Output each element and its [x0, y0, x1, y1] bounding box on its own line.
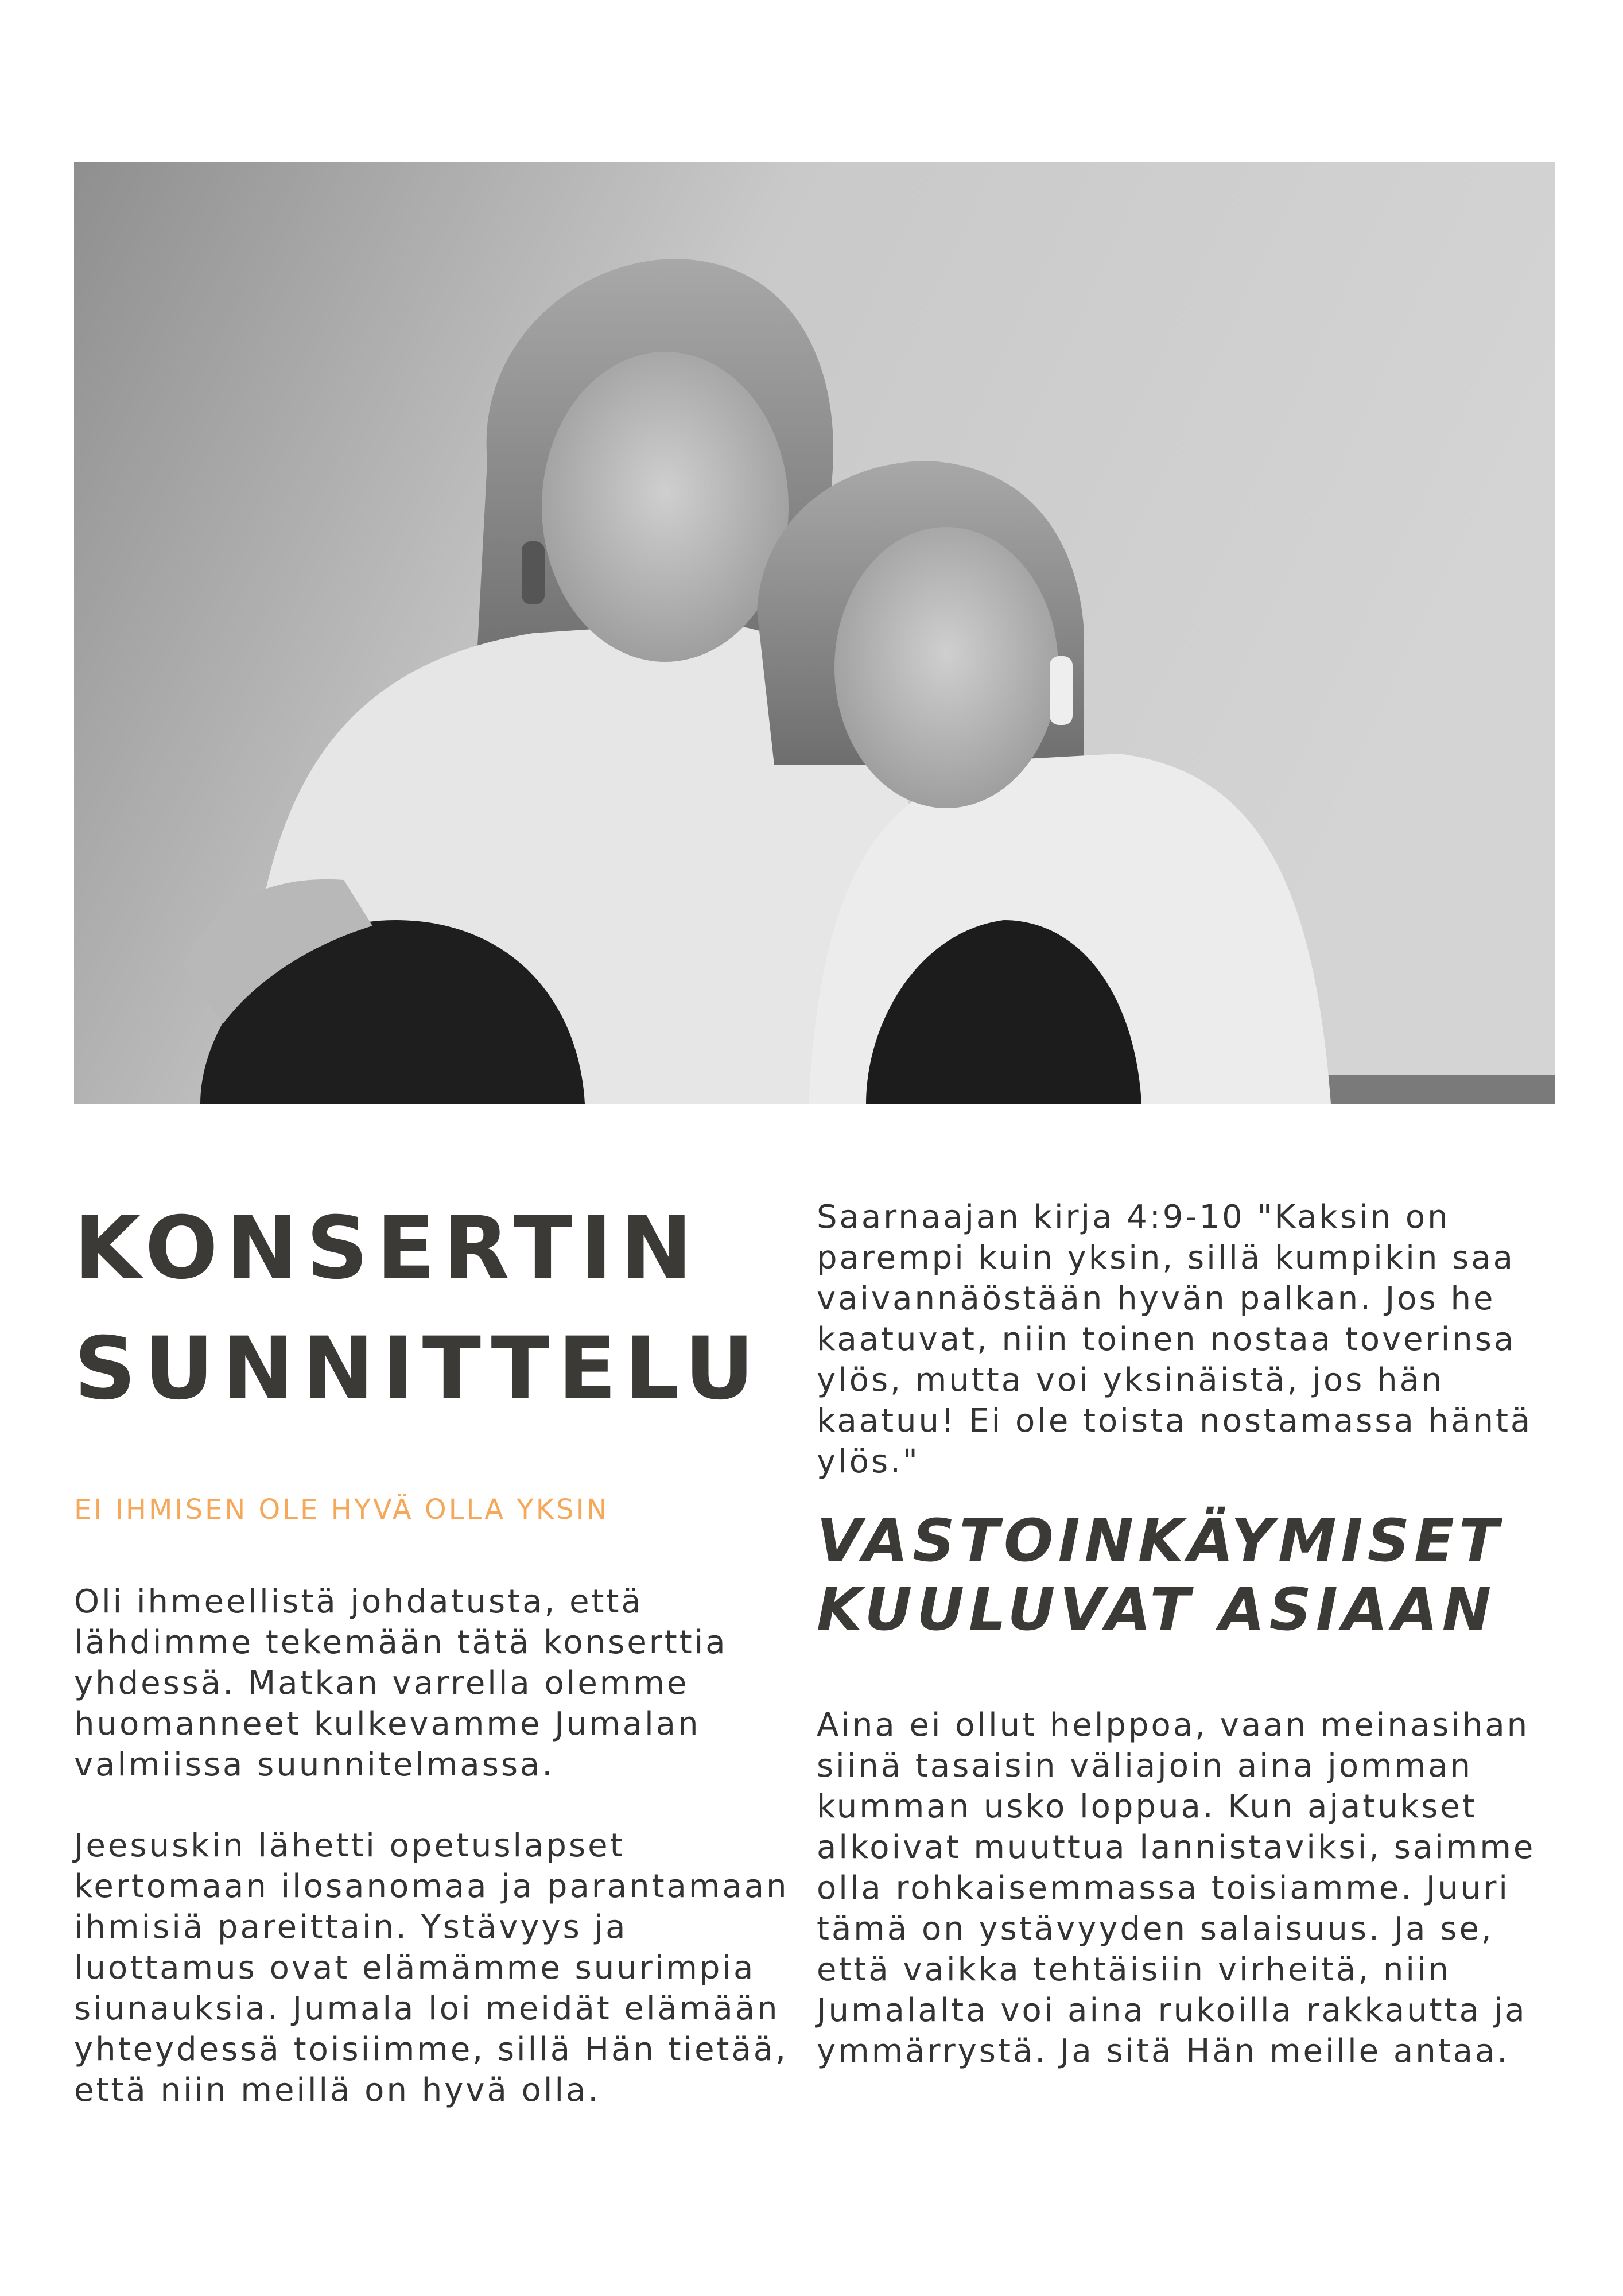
page-title: KONSERTIN SUNNITTELU — [74, 1199, 763, 1419]
left-paragraph-2: Jeesuskin lähetti opetuslapset kertomaan ilosanomaa ja parantamaan ihmisiä pareittain. Ystävyys ja luottamus ovat elämämme suurimpia siunauksia. Jumala loi meidät elämään yhteydessä toisiimme, sillä Hän tietää, että niin meillä on hyvä olla. — [74, 1827, 789, 2109]
cover-photo — [74, 162, 1555, 1104]
right-paragraph: Aina ei ollut helppoa, vaan meinasihan siinä tasaisin väliajoin aina jomman kumman usko loppua. Kun ajatukset alkoivat muuttua lannistaviksi, saimme olla rohkaisemmassa toisiamme. Juuri tämä on ystävyyden salaisuus. Ja se, että vaikka tehtäisiin virheitä, niin Jumalalta voi aina rukoilla rakkautta ja ymmärrystä. Ja sitä Hän meille antaa. — [817, 1707, 1536, 2070]
section-heading: VASTOINKÄYMISET KUULUVAT ASIAAN — [817, 1507, 1504, 1644]
left-paragraph-1: Oli ihmeellistä johdatusta, että lähdimme tekemään tätä konserttia yhdessä. Matkan varrella olemme huomanneet kulkevamme Jumalan valmiissa suunnitelmassa. — [74, 1583, 728, 1783]
photo-two-women-icon — [74, 162, 1555, 1104]
subtitle: EI IHMISEN OLE HYVÄ OLLA YKSIN — [74, 1494, 609, 1526]
bible-quote: Saarnaajan kirja 4:9-10 "Kaksin on parempi kuin yksin, sillä kumpikin saa vaivannäöstään hyvän palkan. Jos he kaatuvat, niin toinen nostaa toverinsa ylös, mutta voi yksinäistä, jos hän kaatuu! Ei ole toista nostamassa häntä ylös." — [817, 1199, 1533, 1480]
